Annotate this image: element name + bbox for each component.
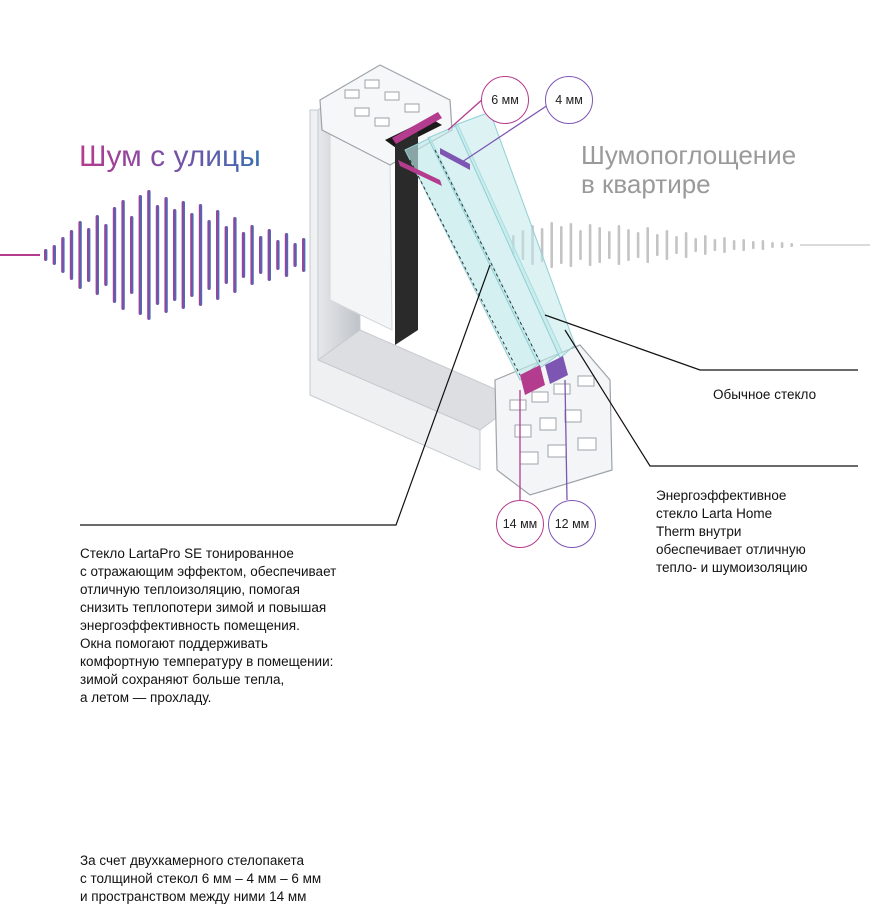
lartapro-line: комфортную температуру в помещении: (80, 654, 334, 669)
wave-bar (53, 245, 56, 265)
wave-bar (225, 226, 228, 284)
energy-glass-line: обеспечивает отличную (656, 542, 806, 557)
wave-bar (293, 243, 296, 267)
wave-bar (733, 240, 736, 250)
lartapro-line: с отражающим эффектом, обеспечивает (80, 564, 337, 579)
wave-bar (233, 217, 236, 293)
wave-bar (113, 207, 116, 303)
wave-bar (550, 222, 553, 268)
wave-bar (139, 195, 142, 315)
wave-bar (762, 240, 765, 250)
wave-bar (78, 221, 81, 289)
noise-absorption-line-2: в квартире (581, 169, 711, 199)
wave-bar (637, 232, 640, 258)
badge-gap-12mm: 12 мм (548, 500, 596, 548)
bottom-line: и пространством между ними 14 мм (80, 889, 307, 904)
lartapro-line: Окна помогают поддерживать (80, 636, 268, 651)
energy-glass-line: Therm внутри (656, 524, 742, 539)
energy-glass-line: стекло Larta Home (656, 506, 773, 521)
wave-bar (608, 231, 611, 259)
wave-bar (570, 223, 573, 267)
wave-bar (276, 240, 279, 270)
lartapro-line: а летом — прохладу. (80, 690, 212, 705)
wave-bar (61, 237, 64, 273)
bottom-line: с толщиной стекол 6 мм – 4 мм – 6 мм (80, 871, 322, 886)
wave-bar (589, 224, 592, 266)
lartapro-line: отличную теплоизоляцию, помогая (80, 582, 300, 597)
wave-bar (781, 242, 784, 248)
wave-bar (790, 243, 793, 247)
wave-bar (268, 229, 271, 281)
wave-bar (250, 225, 253, 285)
wave-bar (96, 215, 99, 295)
wave-bar (646, 227, 649, 263)
wave-bar (70, 230, 73, 280)
wave-bar (190, 213, 193, 297)
lartapro-callout (80, 545, 336, 707)
wave-bar (104, 224, 107, 286)
wave-bar (87, 228, 90, 282)
wave-bar (656, 234, 659, 256)
ordinary-glass-callout (713, 386, 816, 404)
wave-bar (44, 249, 47, 261)
wave-bar (199, 204, 202, 306)
energy-glass-line: тепло- и шумоизоляцию (656, 560, 808, 575)
wave-bar (130, 216, 133, 294)
lartapro-line: зимой сохраняют больше тепла, (80, 672, 285, 687)
wave-bar (259, 236, 262, 274)
badge-glass-4mm: 4 мм (545, 76, 593, 124)
wave-bar (579, 230, 582, 260)
badge-glass-6mm: 6 мм (481, 76, 529, 124)
ordinary-glass-text: Обычное стекло (713, 387, 817, 402)
wave-bar (618, 225, 621, 265)
wave-bar (164, 197, 167, 313)
wave-bar (752, 241, 755, 249)
bottom-line: За счет двухкамерного стелопакета (80, 853, 305, 868)
wave-bar (147, 190, 150, 320)
street-noise-heading: Шум с улицы (79, 140, 261, 173)
wave-bar (302, 238, 305, 272)
wave-bar (675, 236, 678, 254)
noise-absorption-line-1: Шумопоглощение (581, 140, 797, 170)
wave-bar (182, 201, 185, 309)
wave-bar (694, 238, 697, 252)
lartapro-line: Стекло LartaPro SE тонированное (80, 546, 294, 561)
energy-glass-callout (656, 487, 808, 577)
wave-bar (704, 235, 707, 255)
wave-bar (685, 232, 688, 258)
lartapro-line: снизить теплопотери зимой и повышая (80, 600, 327, 615)
wave-bar (742, 239, 745, 251)
wave-bar (285, 233, 288, 277)
wave-bar (121, 200, 124, 310)
wave-bar (627, 229, 630, 261)
wave-bar (771, 242, 774, 248)
wave-bar (242, 232, 245, 278)
noise-absorption-heading (581, 141, 796, 199)
glass-unit (392, 112, 575, 395)
wave-bar (173, 209, 176, 301)
wave-bar (723, 237, 726, 253)
wave-bar (714, 239, 717, 251)
wave-bar (598, 227, 601, 263)
energy-glass-line: Энергоэффективное (656, 488, 787, 503)
wave-bar (156, 205, 159, 305)
wave-bar (216, 210, 219, 300)
badge-gap-14mm: 14 мм (496, 500, 544, 548)
bottom-callout (80, 852, 321, 906)
wave-bar (560, 226, 563, 264)
wave-bar (666, 230, 669, 260)
wave-bar (207, 220, 210, 290)
absorbed-noise-wave (512, 222, 793, 268)
lartapro-line: энергоэффективность помещения. (80, 618, 300, 633)
